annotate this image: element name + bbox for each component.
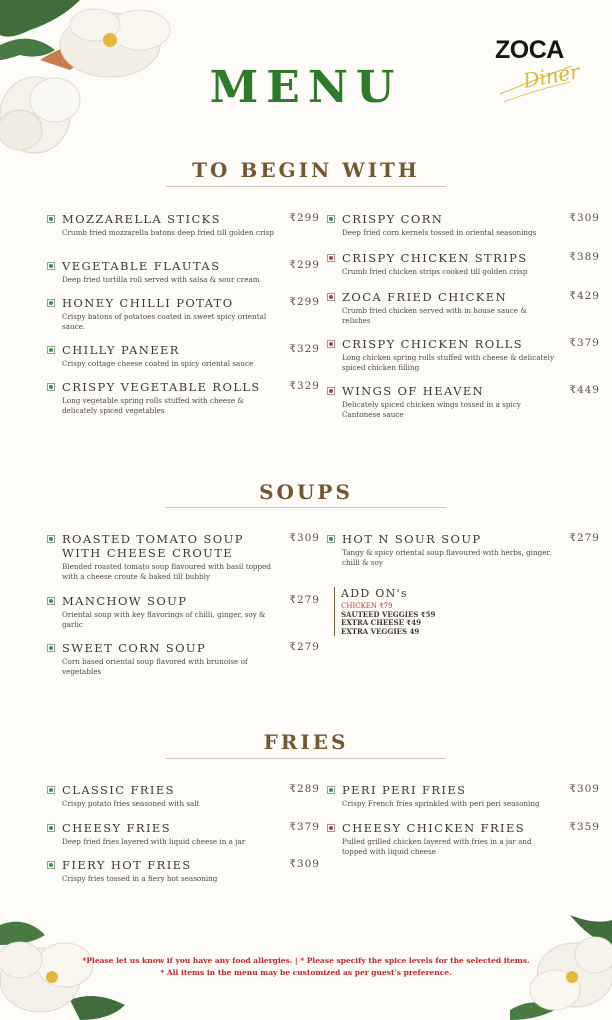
veg-indicator-icon xyxy=(47,535,55,543)
menu-item xyxy=(62,821,320,847)
menu-item-price: ₹449 xyxy=(569,384,600,396)
menu-item xyxy=(342,251,600,277)
menu-item-header xyxy=(342,532,600,546)
menu-item-header xyxy=(342,337,600,351)
menu-item-price: ₹379 xyxy=(289,821,320,833)
menu-item xyxy=(342,821,600,856)
menu-item-description: Delicately spiced chicken wings tossed in a spicy Cantonese sauce xyxy=(342,400,521,419)
logo-main-text: ZOCA xyxy=(495,36,564,64)
menu-item-description: Crispy fries tossed in a fiery hot seasoning xyxy=(62,874,218,883)
menu-item-name: WINGS OF HEAVEN xyxy=(342,384,485,398)
menu-item-name: ZOCA FRIED CHICKEN xyxy=(342,290,508,304)
menu-item-description: Crispy French fries sprinkled with peri peri seasoning xyxy=(342,799,540,808)
veg-indicator-icon xyxy=(47,346,55,354)
nonveg-indicator-icon xyxy=(327,293,335,301)
menu-item-price: ₹329 xyxy=(289,380,320,392)
menu-item-name: SWEET CORN SOUP xyxy=(62,641,207,655)
menu-item-header xyxy=(342,783,600,797)
menu-item-description: Crumb fried mozzarella batons deep fried till golden crisp xyxy=(62,228,275,237)
menu-item-name: CRISPY CORN xyxy=(342,212,444,226)
veg-indicator-icon xyxy=(47,786,55,794)
menu-item-price: ₹379 xyxy=(569,337,600,349)
menu-item-name: HOT N SOUR SOUP xyxy=(342,532,482,546)
nonveg-indicator-icon xyxy=(327,254,335,262)
veg-indicator-icon xyxy=(327,786,335,794)
menu-item-name: CRISPY CHICKEN ROLLS xyxy=(342,337,523,351)
menu-item-header xyxy=(62,532,320,560)
nonveg-indicator-icon xyxy=(327,340,335,348)
logo-script-text: Diner xyxy=(521,59,582,93)
menu-item-price: ₹389 xyxy=(569,251,600,263)
addon-item: EXTRA VEGGIES 49 xyxy=(341,626,420,636)
nonveg-indicator-icon xyxy=(327,824,335,832)
menu-item xyxy=(342,532,600,567)
menu-item-name: CRISPY CHICKEN STRIPS xyxy=(342,251,528,265)
menu-item-name: CRISPY VEGETABLE ROLLS xyxy=(62,380,261,394)
section-title-fries: FRIES xyxy=(263,730,349,754)
section-title-starters: TO BEGIN WITH xyxy=(192,158,420,182)
menu-item-header xyxy=(342,251,600,265)
menu-item-header xyxy=(62,343,320,357)
addons-title: ADD ON's xyxy=(341,587,408,600)
menu-item-header xyxy=(62,594,320,608)
menu-item-price: ₹329 xyxy=(289,343,320,355)
menu-item-header xyxy=(62,212,320,226)
menu-item-header xyxy=(62,641,320,655)
addons-box xyxy=(334,587,435,636)
veg-indicator-icon xyxy=(327,215,335,223)
menu-item-description: Deep fried fries layered with liquid cheese in a jar xyxy=(62,837,246,846)
addon-item: CHICKEN ₹79 xyxy=(341,602,393,610)
menu-item-description: Blended roasted tomato soup flavoured with basil topped with a cheese croute & baked till bubbly xyxy=(62,562,271,581)
menu-item-header xyxy=(342,384,600,398)
menu-item-description: Long chicken spring rolls stuffed with cheese & delicately spiced chicken filling xyxy=(342,353,555,372)
menu-item-description: Oriental soup with key flavorings of chilli, ginger, soy & garlic xyxy=(62,610,266,629)
menu-item-price: ₹299 xyxy=(289,259,320,271)
menu-item xyxy=(342,384,600,419)
menu-item-description: Crumb fried chicken served with in house sauce & relishes xyxy=(342,306,527,325)
section-divider xyxy=(166,507,446,508)
menu-item-header xyxy=(342,821,600,835)
veg-indicator-icon xyxy=(47,215,55,223)
menu-item-header xyxy=(62,380,320,394)
menu-item-description: Deep fried corn kernels tossed in oriental seasonings xyxy=(342,228,537,237)
menu-item-header xyxy=(342,212,600,226)
menu-item-header xyxy=(342,290,600,304)
section-divider xyxy=(166,758,446,759)
menu-item-description: Long vegetable spring rolls stuffed with cheese & delicately spiced vegetables xyxy=(62,396,244,415)
menu-item-name: HONEY CHILLI POTATO xyxy=(62,296,234,310)
veg-indicator-icon xyxy=(327,535,335,543)
menu-item xyxy=(62,594,320,629)
menu-item-description: Tangy & spicy oriental soup flavoured with herbs, ginger, chilli & soy xyxy=(342,548,552,567)
menu-item-description: Crispy cottage cheese coated in spicy oriental sauce xyxy=(62,359,254,368)
menu-item xyxy=(62,343,320,369)
addon-item: EXTRA CHEESE ₹49 xyxy=(341,618,421,627)
veg-indicator-icon xyxy=(47,824,55,832)
menu-item xyxy=(62,783,320,809)
menu-item xyxy=(62,212,320,238)
menu-item-name: FIERY HOT FRIES xyxy=(62,858,192,872)
footer-customize-note: * All items in the menu may be customized as per guest's preference. xyxy=(160,968,452,977)
menu-item-name: CHILLY PANEER xyxy=(62,343,180,357)
menu-item-description: Crispy potato fries seasoned with salt xyxy=(62,799,200,808)
menu-item-header xyxy=(62,259,320,273)
menu-item-price: ₹279 xyxy=(569,532,600,544)
menu-item xyxy=(62,380,320,415)
menu-item xyxy=(62,641,320,676)
menu-item-name: VEGETABLE FLAUTAS xyxy=(62,259,221,273)
menu-item xyxy=(62,858,320,884)
menu-item-price: ₹429 xyxy=(569,290,600,302)
menu-item xyxy=(62,532,320,581)
menu-item-name: PERI PERI FRIES xyxy=(342,783,467,797)
menu-item-price: ₹279 xyxy=(289,594,320,606)
section-divider xyxy=(166,186,446,187)
menu-item-name: CHEESY CHICKEN FRIES xyxy=(342,821,526,835)
menu-item-price: ₹309 xyxy=(289,858,320,870)
menu-item xyxy=(62,259,320,285)
menu-item-header xyxy=(62,821,320,835)
addon-item: SAUTEED VEGGIES ₹59 xyxy=(341,609,436,619)
page-title: MENU xyxy=(209,62,403,113)
veg-indicator-icon xyxy=(47,383,55,391)
veg-indicator-icon xyxy=(47,262,55,270)
menu-item-name: MANCHOW SOUP xyxy=(62,594,188,608)
menu-item-price: ₹299 xyxy=(289,296,320,308)
section-title-soups: SOUPS xyxy=(259,480,353,504)
menu-item xyxy=(62,296,320,331)
menu-item-description: Deep fried tortilla roll served with salsa & sour cream xyxy=(62,275,260,284)
menu-item-name: CLASSIC FRIES xyxy=(62,783,175,797)
menu-item-description: Corn based oriental soup flavored with brunoise of vegetables xyxy=(62,657,248,676)
menu-item-header xyxy=(62,783,320,797)
nonveg-indicator-icon xyxy=(327,387,335,395)
veg-indicator-icon xyxy=(47,597,55,605)
menu-item xyxy=(342,337,600,372)
menu-item-name: ROASTED TOMATO SOUP WITH CHEESE CROUTE xyxy=(62,532,244,560)
menu-item xyxy=(342,212,600,238)
menu-item-price: ₹309 xyxy=(569,783,600,795)
menu-item-price: ₹279 xyxy=(289,641,320,653)
veg-indicator-icon xyxy=(47,299,55,307)
veg-indicator-icon xyxy=(47,861,55,869)
menu-item xyxy=(342,290,600,325)
menu-item-header xyxy=(62,858,320,872)
menu-item-header xyxy=(62,296,320,310)
menu-item-description: Crumb fried chicken strips cooked till golden crisp xyxy=(342,267,528,276)
footer-allergy-note: *Please let us know if you have any food allergies. | * Please specify the spice levels for the selected items. xyxy=(82,956,530,965)
menu-item-name: CHEESY FRIES xyxy=(62,821,171,835)
menu-item-price: ₹289 xyxy=(289,783,320,795)
veg-indicator-icon xyxy=(47,644,55,652)
menu-item xyxy=(342,783,600,809)
menu-item-price: ₹309 xyxy=(569,212,600,224)
menu-item-description: Crispy batons of potatoes coated in sweet spicy oriental sauce. xyxy=(62,312,267,331)
menu-item-name: MOZZARELLA STICKS xyxy=(62,212,221,226)
menu-item-price: ₹359 xyxy=(569,821,600,833)
menu-item-price: ₹299 xyxy=(289,212,320,224)
menu-item-description: Pulled grilled chicken layered with fries in a jar and topped with liquid cheese xyxy=(342,837,532,856)
menu-item-price: ₹309 xyxy=(289,532,320,544)
